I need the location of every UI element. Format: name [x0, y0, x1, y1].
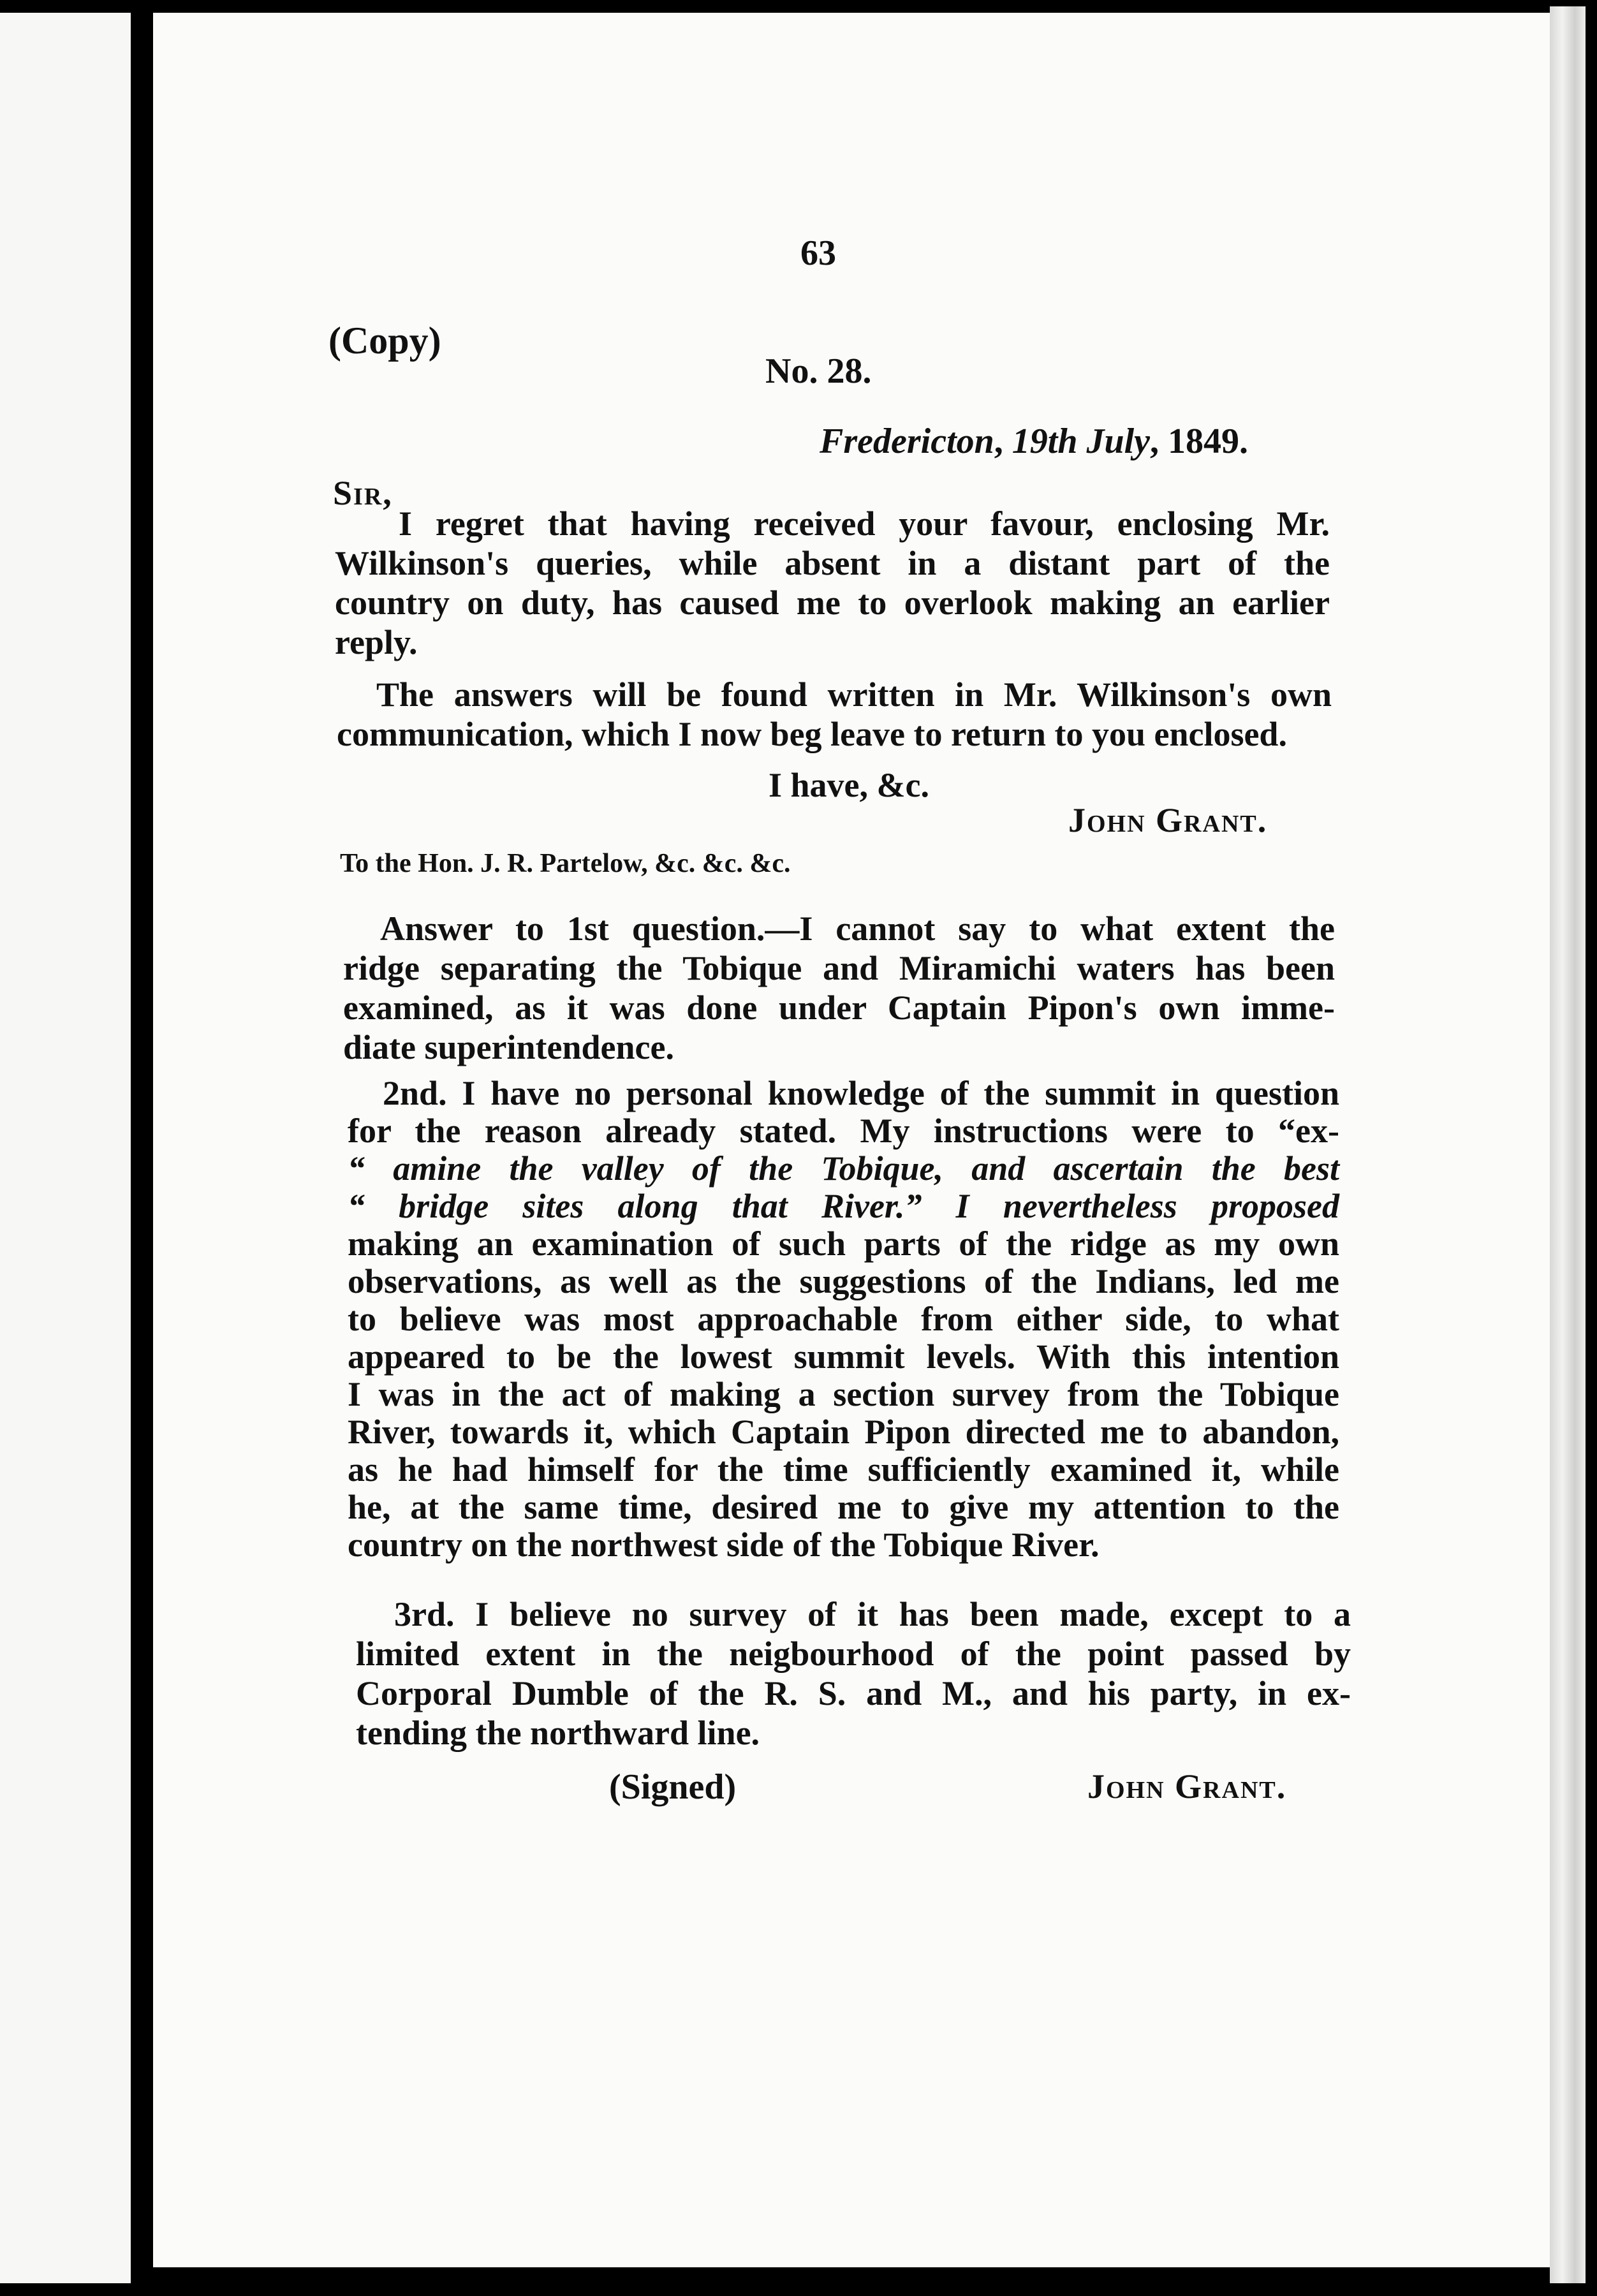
closing: I have, &c.	[769, 766, 929, 804]
text-line: Wilkinson's queries, while absent in a distant part of the	[335, 544, 1330, 582]
text-line: tending the northward line.	[356, 1714, 760, 1752]
salutation: Sir,	[333, 474, 393, 512]
text-line: he, at the same time, desired me to give my attention to the	[348, 1488, 1339, 1526]
answers-signature: John Grant.	[1087, 1767, 1287, 1806]
text-line: River, towards it, which Captain Pipon directed me to abandon,	[348, 1413, 1339, 1451]
document-number: No. 28.	[765, 351, 872, 391]
letter-paragraph-1	[335, 504, 1330, 662]
text-line: I was in the act of making a section survey from the Tobique	[348, 1375, 1339, 1413]
text-line: as he had himself for the time sufficiently examined it, while	[348, 1450, 1339, 1489]
text-line: Corporal Dumble of the R. S. and M., and his party, in ex-	[356, 1674, 1351, 1712]
dateline: Fredericton, 19th July, 1849.	[820, 422, 1249, 461]
text-line: I regret that having received your favour, enclosing Mr.	[399, 504, 1330, 543]
page-stack-edge	[1550, 6, 1586, 2283]
answer-1	[343, 909, 1335, 1067]
text-line: observations, as well as the suggestions of the Indians, led me	[348, 1262, 1339, 1300]
text-line: country on duty, has caused me to overlook making an earlier	[335, 584, 1330, 622]
letter-signature: John Grant.	[1068, 801, 1268, 839]
page-number: 63	[800, 233, 836, 273]
text-line: reply.	[335, 623, 418, 661]
addressee: To the Hon. J. R. Partelow, &c. &c. &c.	[340, 849, 791, 878]
dateline-day: 19th July	[1012, 422, 1151, 461]
letter-paragraph-2	[337, 675, 1332, 754]
text-line: appeared to be the lowest summit levels. With this intention	[348, 1337, 1339, 1376]
copy-label: (Copy)	[328, 320, 441, 362]
dateline-year: 1849.	[1168, 422, 1249, 461]
text-line: country on the northwest side of the Tobique River.	[348, 1526, 1100, 1564]
text-line: ridge separating the Tobique and Miramichi waters has been	[343, 949, 1335, 987]
text-line: “ amine the valley of the Tobique, and ascertain the best	[348, 1149, 1339, 1188]
text-line: diate superintendence.	[343, 1028, 674, 1066]
text-line: communication, which I now beg leave to return to you enclosed.	[337, 715, 1287, 753]
signed-label: (Signed)	[609, 1767, 737, 1807]
facing-page-edge	[0, 13, 131, 2283]
text-line: 2nd. I have no personal knowledge of the summit in question	[383, 1074, 1339, 1112]
text-line: 3rd. I believe no survey of it has been made, except to a	[394, 1595, 1351, 1633]
answer-2	[348, 1075, 1339, 1564]
answer-3	[356, 1594, 1351, 1753]
text-line: The answers will be found written in Mr. Wilkinson's own	[376, 675, 1332, 714]
text-line: for the reason already stated. My instructions were to “ex-	[348, 1112, 1339, 1150]
text-line: to believe was most approachable from either side, to what	[348, 1300, 1339, 1338]
text-line: limited extent in the neigbourhood of the point passed by	[356, 1635, 1351, 1673]
text-line: examined, as it was done under Captain Pipon's own imme-	[343, 989, 1335, 1027]
text-line: making an examination of such parts of the ridge as my own	[348, 1225, 1339, 1263]
dateline-place: Fredericton	[820, 422, 994, 461]
text-line: Answer to 1st question.—I cannot say to what extent the	[380, 909, 1335, 948]
text-line: “ bridge sites along that River.” I nevertheless proposed	[348, 1187, 1339, 1225]
